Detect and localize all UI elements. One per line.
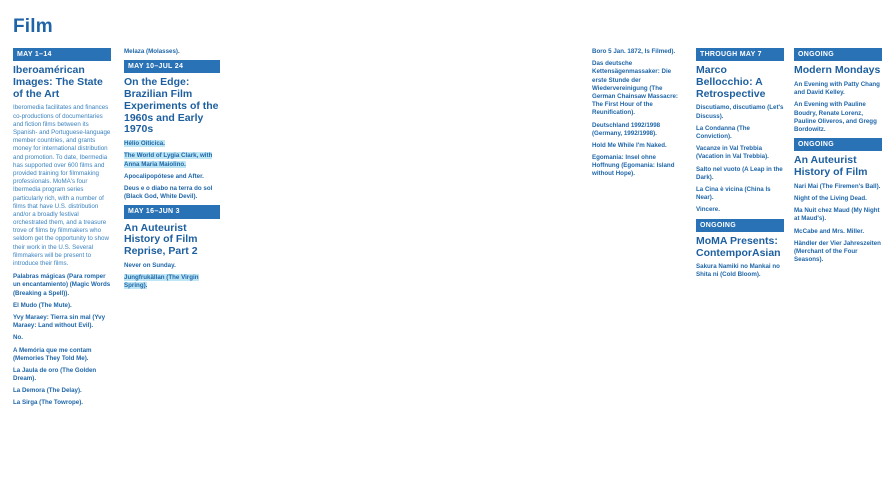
film-title: Vacanze in Val Trebbia (Vacation in Val Trebbia). [696, 145, 769, 161]
film-title: La Sirga (The Towrope). [13, 399, 84, 407]
film-entry [13, 367, 111, 383]
date-band: ONGOING [794, 138, 882, 151]
column-1 [13, 48, 111, 412]
film-entry [124, 262, 220, 270]
film-title: La Cina è vicina (China Is Near). [696, 185, 771, 202]
film-title: Never on Sunday. [124, 261, 176, 269]
film-entry [794, 183, 882, 191]
film-title: Boro 5 Jan. 1872, Is Filmed). [592, 48, 676, 55]
film-entry [794, 228, 882, 236]
film-entry [592, 48, 684, 56]
film-title: An Evening with Patty Chang and David Kelley. [794, 80, 880, 97]
film-title: El Mudo (The Mute). [13, 301, 72, 309]
film-entry [124, 152, 220, 168]
film-entry [592, 122, 684, 138]
date-band: MAY 10–JUL 24 [124, 60, 220, 73]
film-entry [696, 104, 784, 120]
film-entry [13, 387, 111, 395]
film-entry [592, 60, 684, 117]
film-entry [696, 145, 784, 161]
series-title: Iberoamérican Images: The State of the Art [13, 64, 103, 100]
film-title: Deutschland 1992/1998 (Germany, 1992/1998). [592, 121, 661, 137]
film-title: Sakura Namiki no Mankai no Shita ni (Cold Bloom). [696, 263, 780, 279]
film-entry [794, 207, 882, 223]
film-title: Melaza (Molasses). [124, 48, 180, 55]
film-title: Egomania: Insel ohne Hoffnung (Egomania: Island without Hope). [592, 154, 675, 178]
film-entry [592, 142, 684, 150]
series-title: An Auteurist History of Film [794, 154, 868, 179]
column-7 [696, 48, 784, 284]
series-title: MoMA Presents: ContemporAsian [696, 234, 781, 259]
series-title: On the Edge: Brazilian Film Experiments of the 1960s and Early 1970s [124, 76, 219, 136]
film-entry [696, 186, 784, 202]
film-title: Palabras mágicas (Para romper un encantamiento) (Magic Words (Breaking a Spell)). [13, 273, 111, 297]
series-title: Marco Bellocchio: A Retrospective [696, 64, 766, 100]
film-title: Discutiamo, discutiamo (Let's Discuss). [696, 104, 784, 120]
date-band: ONGOING [794, 48, 882, 61]
film-title: Deus e o diabo na terra do sol (Black God, White Devil). [124, 184, 213, 201]
film-entry [124, 173, 220, 181]
film-title: Yvy Maraey: Tierra sin mal (Yvy Maraey: Land without Evil). [13, 313, 106, 330]
film-entry [124, 48, 220, 56]
date-band: MAY 1–14 [13, 48, 111, 61]
column-6 [592, 48, 684, 183]
film-entry [696, 263, 784, 279]
film-entry [124, 140, 220, 148]
film-entry [13, 399, 111, 407]
film-title-highlighted: The World of Lygia Clark, with Anna Maria Maiolino. [124, 152, 213, 168]
film-title: Ma Nuit chez Maud (My Night at Maud's). [794, 207, 880, 223]
film-title: No. [13, 334, 23, 342]
film-title: Hold Me While I'm Naked. [592, 141, 667, 149]
film-entry [794, 101, 882, 134]
film-title: McCabe and Mrs. Miller. [794, 227, 865, 235]
film-entry [13, 347, 111, 363]
film-title: La Demora (The Delay). [13, 387, 82, 395]
film-entry [124, 185, 220, 201]
film-title: Salto nel vuoto (A Leap in the Dark). [696, 165, 783, 181]
date-band: MAY 16–JUN 3 [124, 205, 220, 218]
film-title: Nari Mai (The Firemen's Ball). [794, 182, 881, 190]
series-title: Modern Mondays [794, 64, 881, 77]
film-entry [592, 154, 684, 179]
film-entry [794, 240, 882, 265]
film-entry [124, 274, 220, 290]
film-title: Vincere. [696, 206, 720, 214]
film-entry [13, 273, 111, 298]
film-title: Händler der Vier Jahreszeiten (Merchant of the Four Seasons). [794, 239, 881, 264]
film-title: A Memória que me contam (Memories They Told Me). [13, 346, 92, 362]
page-title: Film [13, 16, 53, 37]
film-title: La Condanna (The Conviction). [696, 124, 750, 141]
film-title-highlighted: Jungfrukällan (The Virgin Spring). [124, 273, 199, 290]
film-entry [696, 166, 784, 182]
film-title-highlighted: Hélio Oiticica. [124, 140, 165, 148]
series-title: An Auteurist History of Film Reprise, Part 2 [124, 221, 198, 258]
series-description: Iberomedia facilitates and finances co-productions of documentaries and fiction films between its Spanish- and Portuguese-language member countries, and grants money for international distribution and promotion. To date, Ibermedia has supported over 600 films and provided training for filmmaking professionals. MoMA's four Ibermedia program series particularly rich, with a number of films that have U.S. distribution and/or a broadly festival orchestrated them, and a treasure trove of films by filmmakers who seldom get the opportunity to show their work in the U.S. Several filmmakers will be present to introduce their films. [13, 104, 111, 268]
film-title: Night of the Living Dead. [794, 195, 867, 203]
film-entry [13, 334, 111, 342]
column-8 [794, 48, 882, 268]
film-entry [13, 314, 111, 330]
film-entry [794, 81, 882, 97]
film-title: La Jaula de oro (The Golden Dream). [13, 366, 97, 383]
film-title: An Evening with Pauline Boudry, Renate Lorenz, Pauline Oliveros, and Gregg Bordowitz. [794, 101, 877, 133]
film-title: Apocalipopótese and After. [124, 172, 204, 180]
film-entry [13, 302, 111, 310]
date-band: ONGOING [696, 219, 784, 232]
film-entry [696, 206, 784, 214]
film-entry [794, 195, 882, 203]
film-title: Das deutsche Kettensägenmassaker: Die erste Stunde der Wiedervereinigung (The German Chainsaw Massacre: The First Hour of the Reunification). [592, 60, 678, 117]
date-band: THROUGH MAY 7 [696, 48, 784, 61]
film-entry [696, 125, 784, 141]
column-2 [124, 48, 220, 294]
